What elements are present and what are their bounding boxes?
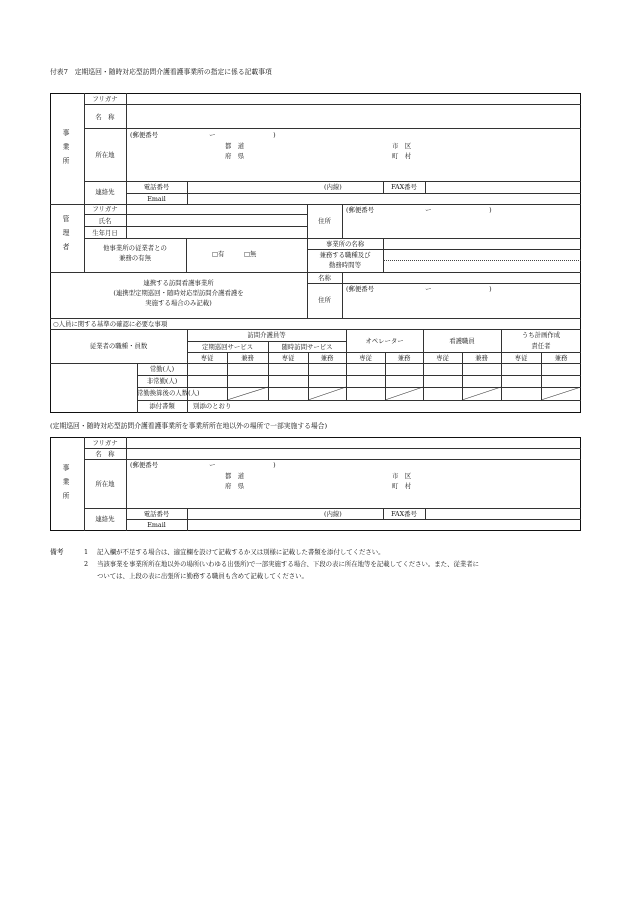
staffing-section-header: ○人員に関する基準の確認に必要な事項 bbox=[53, 320, 168, 328]
office-address-label: 所在地 bbox=[95, 151, 115, 159]
note-1: 記入欄が不足する場合は、適宜欄を設けて記載するか又は別様に記載した書類を添付してください。 bbox=[97, 548, 385, 556]
linked-nursing-title: 連携する訪問看護事業所 bbox=[143, 279, 214, 287]
branch-office-label: 事業所 bbox=[62, 464, 70, 500]
manager-birthdate-label: 生年月日 bbox=[92, 229, 118, 237]
attachment-value: 別添のとおり bbox=[193, 402, 232, 410]
office-postal: (郵便番号 ー ) bbox=[130, 131, 276, 139]
row-parttime: 非常勤(人) bbox=[146, 377, 178, 385]
document-page: 付表7 定期巡回・随時対応型訪問介護看護事業所の指定に係る記載事項 事業所 フリガナ 名 称 所在地 (郵便番号 ー ) 都 道 府 県 市 区 町 村 連絡先 電話番号 (内線) FAX番号 Email 管理者 フリガナ 氏名 生年月日 住所 (郵便番号 ー ) 他事業所の従業者との 兼務の有無 □有 □無 事業所の名称 兼務する職種及び 勤務時間等 連携する訪問看護事業所 (連携型定期巡回・随時対応型訪問介護看護を 実施する場合のみ記載) 名称 住所 (郵便番号 ー ) ○人員に関する基準の確認に必要な事項 従業者の職種・員数 訪問介護員等 定期巡回サービス 随時訪問サービス オペレーター 看護職員 うち計画作成 責任者 専従 兼務 専従 兼務 専従 兼務 専従 兼務 専従 兼務 常勤(人) 非常勤(人) 常勤換算後の人数(人) 添付書類 別添のとおり (定期巡回・随時対応型訪問介護看護事業所を事業所所在地以外の場所で一部実施する場合) 事業所 フリガナ 名 称 所在地 (郵便番号 ー ) 都 道 府 県 市 区 町 村 連絡先 電話番号 (内線) FAX番号 Email 備考 1 記入欄が不足する場合は、適宜欄を設けて記載するか又は別様に記載した書類を添付してください。 2 当該事業を事業所所在地以外の場所(いわゆる出張所)で一部実施する場合、下段の表に所在地等を記載してください。また、従業者に ついては、上段の表に出張所に勤務する職員も含めて記載してください。 bbox=[0, 0, 630, 902]
row-attachments: 添付書類 bbox=[149, 402, 175, 410]
form-title: 付表7 定期巡回・随時対応型訪問介護看護事業所の指定に係る記載事項 bbox=[50, 68, 272, 76]
checkbox-yes[interactable]: □有 bbox=[212, 250, 225, 258]
office-name-label: 名 称 bbox=[95, 113, 115, 121]
checkbox-no[interactable]: □無 bbox=[244, 250, 257, 258]
branch-table-caption: (定期巡回・随時対応型訪問介護看護事業所を事業所所在地以外の場所で一部実施する場合) bbox=[50, 422, 328, 430]
row-fte: 常勤換算後の人数(人) bbox=[137, 389, 200, 397]
staff-rowhead: 従業者の職種・員数 bbox=[89, 342, 148, 350]
office-section-label: 事業所 bbox=[62, 129, 70, 165]
notes-label: 備考 bbox=[50, 548, 64, 556]
manager-name-label: 氏名 bbox=[98, 217, 112, 225]
note-2: 当該事業を事業所所在地以外の場所(いわゆる出張所)で一部実施する場合、下段の表に所在地等を記載してください。また、従業者に bbox=[97, 560, 480, 568]
note-2-continued: ついては、上段の表に出張所に勤務する職員も含めて記載してください。 bbox=[97, 572, 308, 580]
manager-section-label: 管理者 bbox=[62, 215, 70, 251]
row-fulltime: 常勤(人) bbox=[149, 365, 175, 373]
office-contact-label: 連絡先 bbox=[95, 188, 115, 196]
furigana-label: フリガナ bbox=[92, 95, 118, 103]
